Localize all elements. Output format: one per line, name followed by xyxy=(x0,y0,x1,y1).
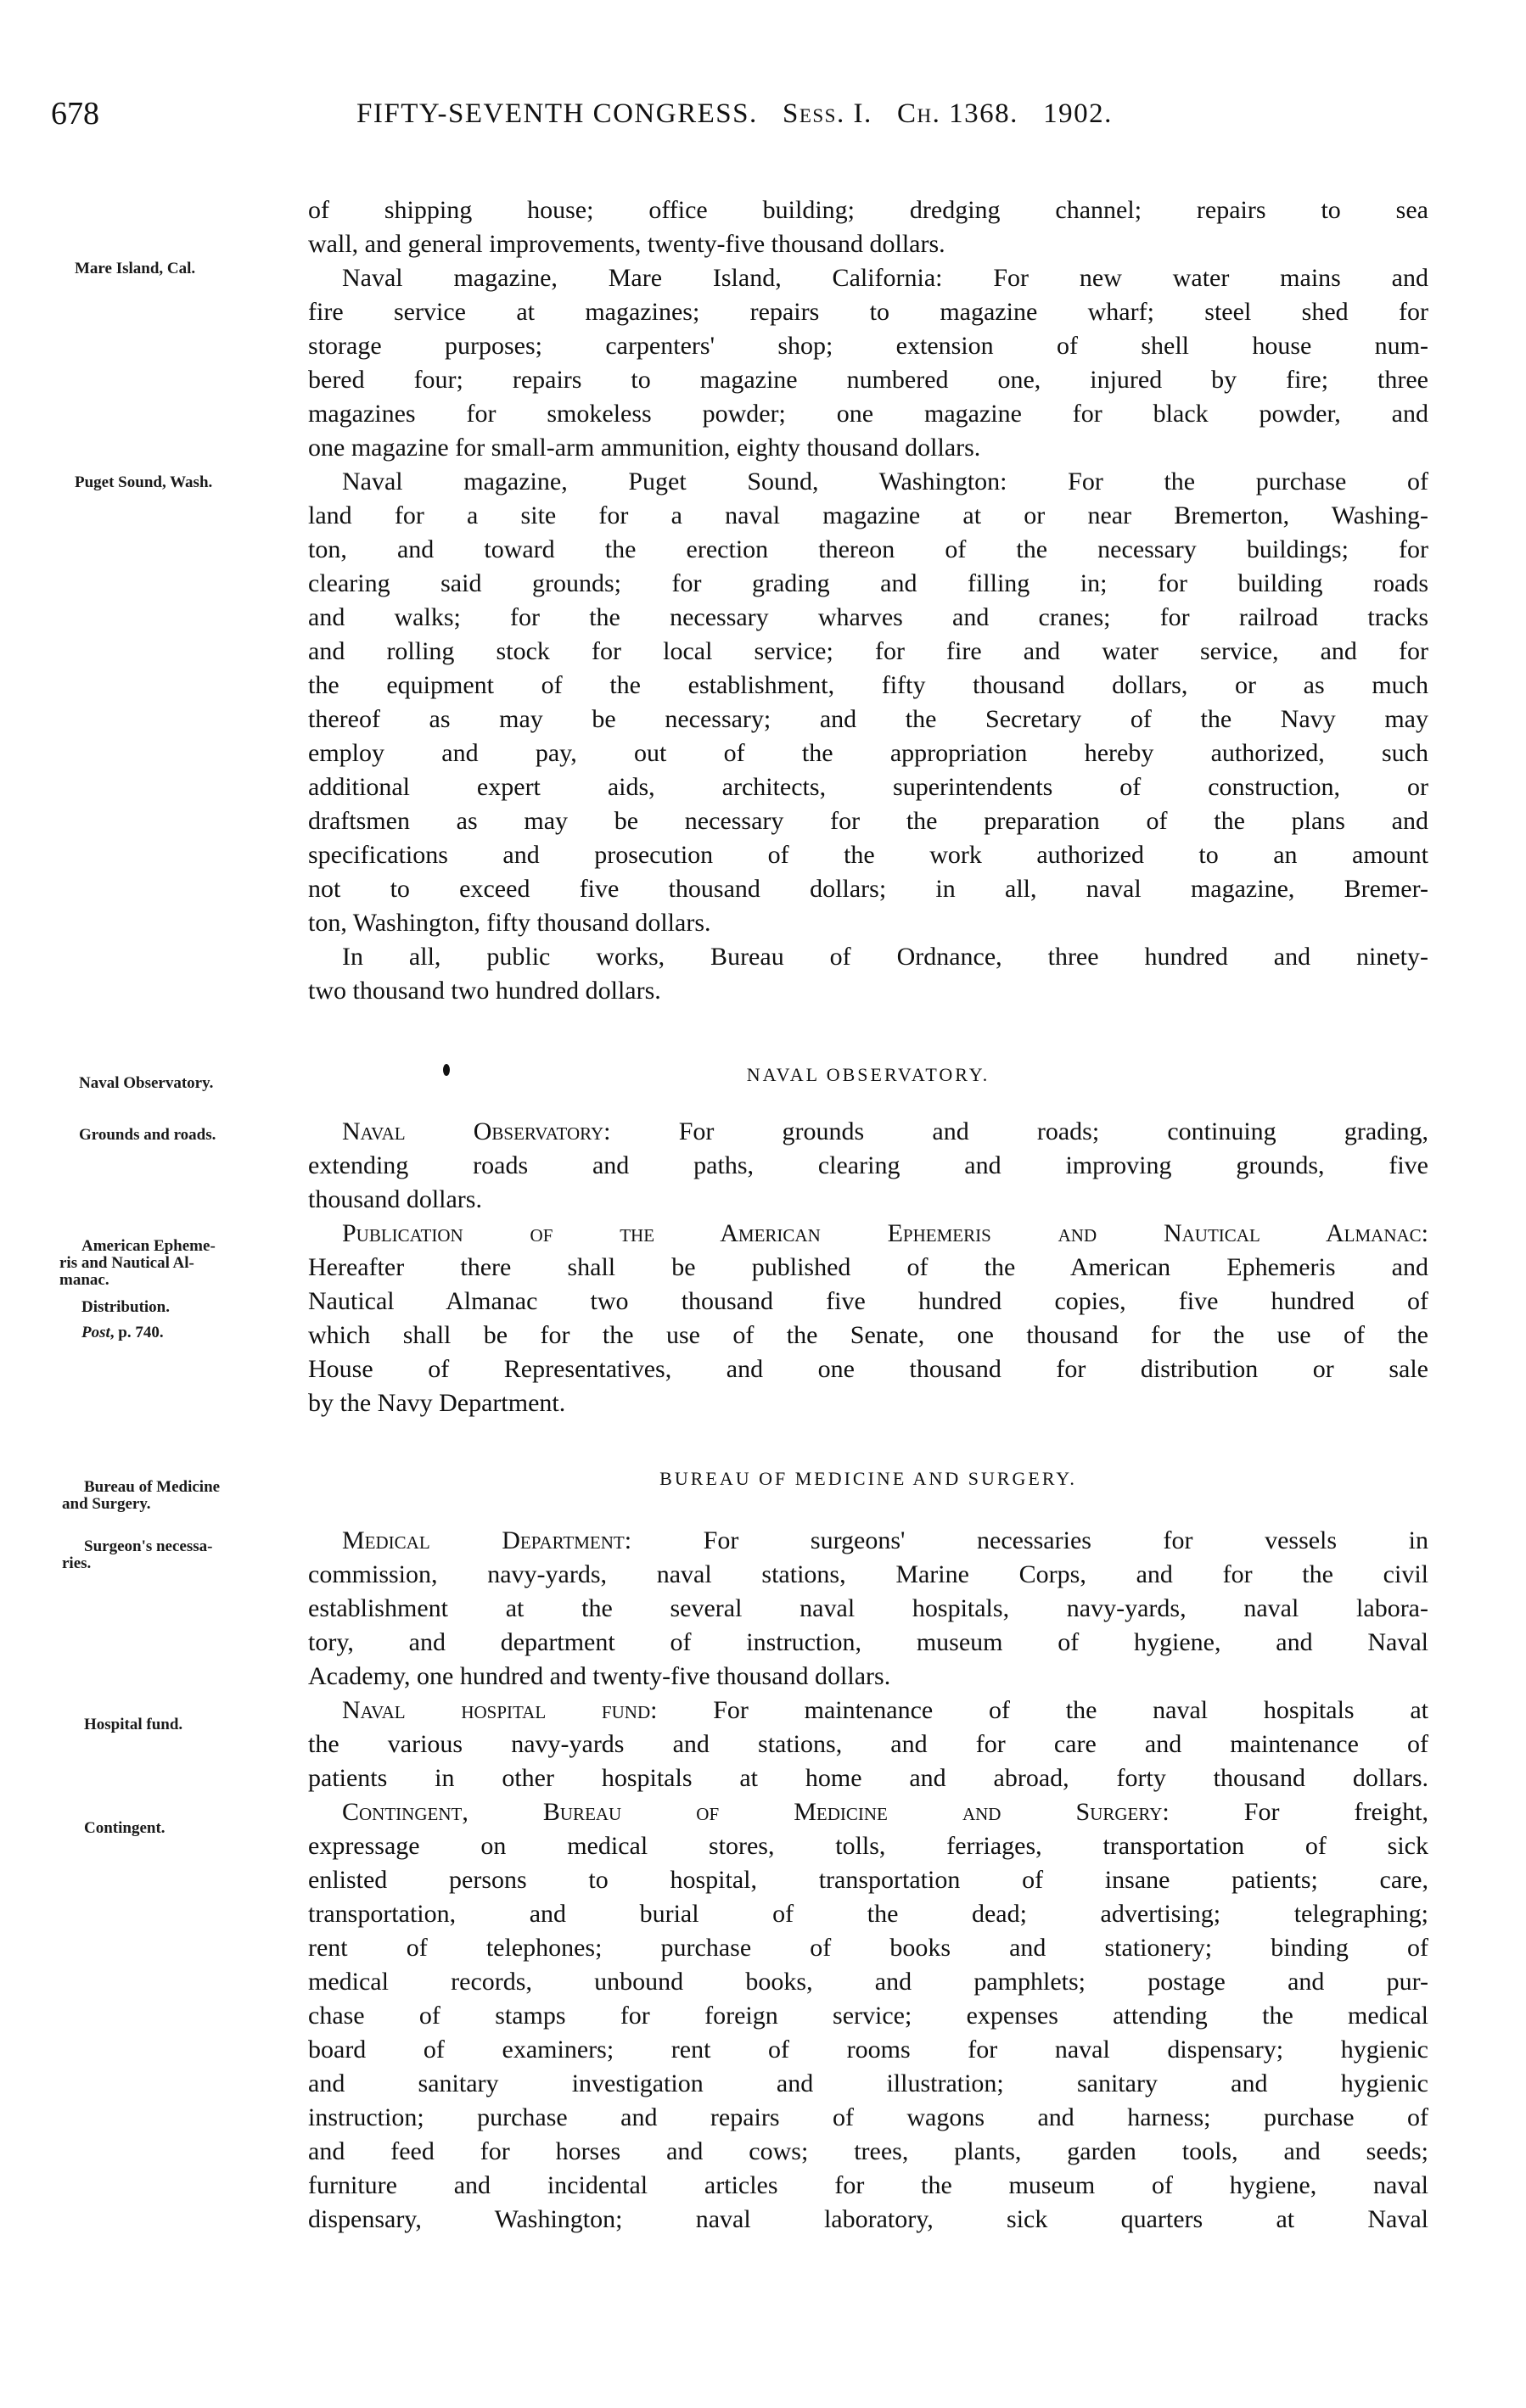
text-line: Hereafter there shall be published of the American Ephemeris and xyxy=(308,1253,1428,1281)
text-line: Nautical Almanac two thousand five hundred copies, five hundred of xyxy=(308,1287,1428,1315)
sidenote-hospital-fund: Hospital fund. xyxy=(84,1716,183,1733)
text-line: medical records, unbound books, and pamphlets; postage and pur- xyxy=(308,1968,1428,1996)
text-line: furniture and incidental articles for the museum of hygiene, naval xyxy=(308,2171,1428,2199)
text-line: specifications and prosecution of the work authorized to an amount xyxy=(308,841,1428,869)
text-line xyxy=(308,1217,1428,1251)
lead-hospital-fund: Naval hospital fund: xyxy=(342,1696,658,1724)
text-line: magazines for smokeless powder; one magazine for black powder, and xyxy=(308,400,1428,428)
chapter-label: Ch. 1368. xyxy=(896,98,1018,129)
sidenote-surgeons-line2: ries. xyxy=(62,1554,92,1572)
sidenote-ephemeris-line3: manac. xyxy=(59,1271,109,1289)
medicine-block xyxy=(308,1524,1428,2237)
text-line: two thousand two hundred dollars. xyxy=(308,977,661,1005)
text-line: bered four; repairs to magazine numbered one, injured by fire; three xyxy=(308,366,1428,394)
text-line: Naval hospital fund: For maintenance of the naval hospitals at xyxy=(342,1696,1428,1724)
congress-label: FIFTY-SEVENTH CONGRESS. xyxy=(356,98,758,129)
text-line: land for a site for a naval magazine at or near Bremerton, Washing- xyxy=(308,501,1428,529)
text-line: fire service at magazines; repairs to magazine wharf; steel shed for xyxy=(308,298,1428,326)
text-line: board of examiners; rent of rooms for naval dispensary; hygienic xyxy=(308,2036,1428,2064)
text-line: commission, navy-yards, naval stations, Marine Corps, and for the civil xyxy=(308,1560,1428,1588)
sidenote-mare-island: Mare Island, Cal. xyxy=(75,260,196,277)
text-line: dispensary, Washington; naval laboratory, sick quarters at Naval xyxy=(308,2205,1428,2233)
lead-ephemeris: Publication of the American Ephemeris and Nautical Almanac: xyxy=(342,1219,1428,1247)
text-line: thousand dollars. xyxy=(308,1185,482,1213)
text-line: one magazine for small-arm ammunition, eighty thousand dollars. xyxy=(308,434,981,462)
sidenote-distribution: Distribution. xyxy=(81,1298,170,1316)
text-line: tory, and department of instruction, museum of hygiene, and Naval xyxy=(308,1628,1428,1656)
lead-medical-department: Medical Department: xyxy=(342,1526,632,1554)
text-line: Contingent, Bureau of Medicine and Surgery: For freight, xyxy=(342,1798,1429,1826)
text-line: employ and pay, out of the appropriation hereby authorized, such xyxy=(308,739,1428,767)
text-line: the equipment of the establishment, fifty thousand dollars, or as much xyxy=(308,671,1428,699)
text-line: patients in other hospitals at home and abroad, forty thousand dollars. xyxy=(308,1764,1428,1792)
text-line: Naval Observatory: For grounds and roads; continuing grading, xyxy=(342,1117,1428,1145)
public-works-block xyxy=(308,193,1428,1008)
text-line: transportation, and burial of the dead; advertising; telegraphing; xyxy=(308,1900,1428,1928)
observatory-block xyxy=(308,1115,1428,1420)
text-line: thereof as may be necessary; and the Secretary of the Navy may xyxy=(308,705,1428,733)
running-head xyxy=(0,95,1526,137)
text-line: House of Representatives, and one thousand for distribution or sale xyxy=(308,1355,1428,1383)
sidenote-puget-sound: Puget Sound, Wash. xyxy=(75,473,213,491)
heading-bureau-medicine: BUREAU OF MEDICINE AND SURGERY. xyxy=(659,1468,1077,1489)
sidenote-surgeons-line1: Surgeon's necessa- xyxy=(84,1537,213,1555)
sidenote-bureau-medicine-line1: Bureau of Medicine xyxy=(84,1478,221,1496)
text-line: establishment at the several naval hospitals, navy-yards, naval labora- xyxy=(308,1594,1428,1622)
text-line: draftsmen as may be necessary for the preparation of the plans and xyxy=(308,807,1428,835)
text-line: chase of stamps for foreign service; expenses attending the medical xyxy=(308,2002,1428,2030)
text-line: rent of telephones; purchase of books and stationery; binding of xyxy=(308,1934,1428,1962)
text-line: Naval magazine, Mare Island, California: For new water mains and xyxy=(342,264,1428,292)
session-label: Sess. I. xyxy=(782,98,872,129)
text-line: and sanitary investigation and illustration; sanitary and hygienic xyxy=(308,2069,1428,2097)
text-line: and walks; for the necessary wharves and cranes; for railroad tracks xyxy=(308,603,1428,631)
text-line: Academy, one hundred and twenty-five thousand dollars. xyxy=(308,1662,891,1690)
text-line: by the Navy Department. xyxy=(308,1389,566,1417)
sidenote-post-reference xyxy=(81,1324,164,1342)
sidenote-ephemeris-line2: ris and Nautical Al- xyxy=(59,1254,194,1272)
text-line: not to exceed five thousand dollars; in all, naval magazine, Bremer- xyxy=(308,875,1428,903)
sidenote-contingent: Contingent. xyxy=(84,1819,166,1837)
sidenote-naval-observatory: Naval Observatory. xyxy=(79,1074,214,1092)
running-head-title xyxy=(356,98,1358,130)
text-line: and feed for horses and cows; trees, plants, garden tools, and seeds; xyxy=(308,2137,1428,2165)
text-line: expressage on medical stores, tolls, ferriages, transportation of sick xyxy=(308,1832,1428,1860)
text-line: instruction; purchase and repairs of wagons and harness; purchase of xyxy=(308,2103,1428,2131)
year-label: 1902. xyxy=(1043,98,1113,129)
text-line: Naval magazine, Puget Sound, Washington: For the purchase of xyxy=(342,468,1428,496)
post-page: , p. 740. xyxy=(109,1324,164,1341)
text-line: extending roads and paths, clearing and improving grounds, five xyxy=(308,1151,1428,1179)
text-line: and rolling stock for local service; for fire and water service, and for xyxy=(308,637,1428,665)
text-line: Medical Department: For surgeons' necessaries for vessels in xyxy=(342,1526,1428,1554)
text-line: clearing said grounds; for grading and filling in; for building roads xyxy=(308,569,1428,597)
text-line: of shipping house; office building; dredging channel; repairs to sea xyxy=(308,196,1428,224)
text-line: In all, public works, Bureau of Ordnance, three hundred and ninety- xyxy=(342,943,1428,971)
heading-naval-observatory: NAVAL OBSERVATORY. xyxy=(746,1064,990,1085)
post-italic: Post xyxy=(81,1324,110,1341)
text-line: enlisted persons to hospital, transportation of insane patients; care, xyxy=(308,1866,1428,1894)
page-number: 678 xyxy=(51,96,99,132)
text-line: which shall be for the use of the Senate, one thousand for the use of the xyxy=(308,1321,1428,1349)
text-line: wall, and general improvements, twenty-five thousand dollars. xyxy=(308,230,945,258)
text-line: ton, and toward the erection thereon of the necessary buildings; for xyxy=(308,535,1428,563)
lead-contingent: Contingent, Bureau of Medicine and Surgery: xyxy=(342,1798,1170,1826)
text-line: additional expert aids, architects, superintendents of construction, or xyxy=(308,773,1428,801)
sidenote-grounds-roads: Grounds and roads. xyxy=(79,1126,216,1144)
text-line: the various navy-yards and stations, and for care and maintenance of xyxy=(308,1730,1428,1758)
sidenote-ephemeris-line1: American Epheme- xyxy=(81,1237,216,1255)
text-line: storage purposes; carpenters' shop; extension of shell house num- xyxy=(308,332,1428,360)
lead-naval-observatory: Naval Observatory: xyxy=(342,1117,611,1145)
sidenote-bureau-medicine-line2: and Surgery. xyxy=(62,1495,151,1513)
text-line: ton, Washington, fifty thousand dollars. xyxy=(308,909,711,937)
